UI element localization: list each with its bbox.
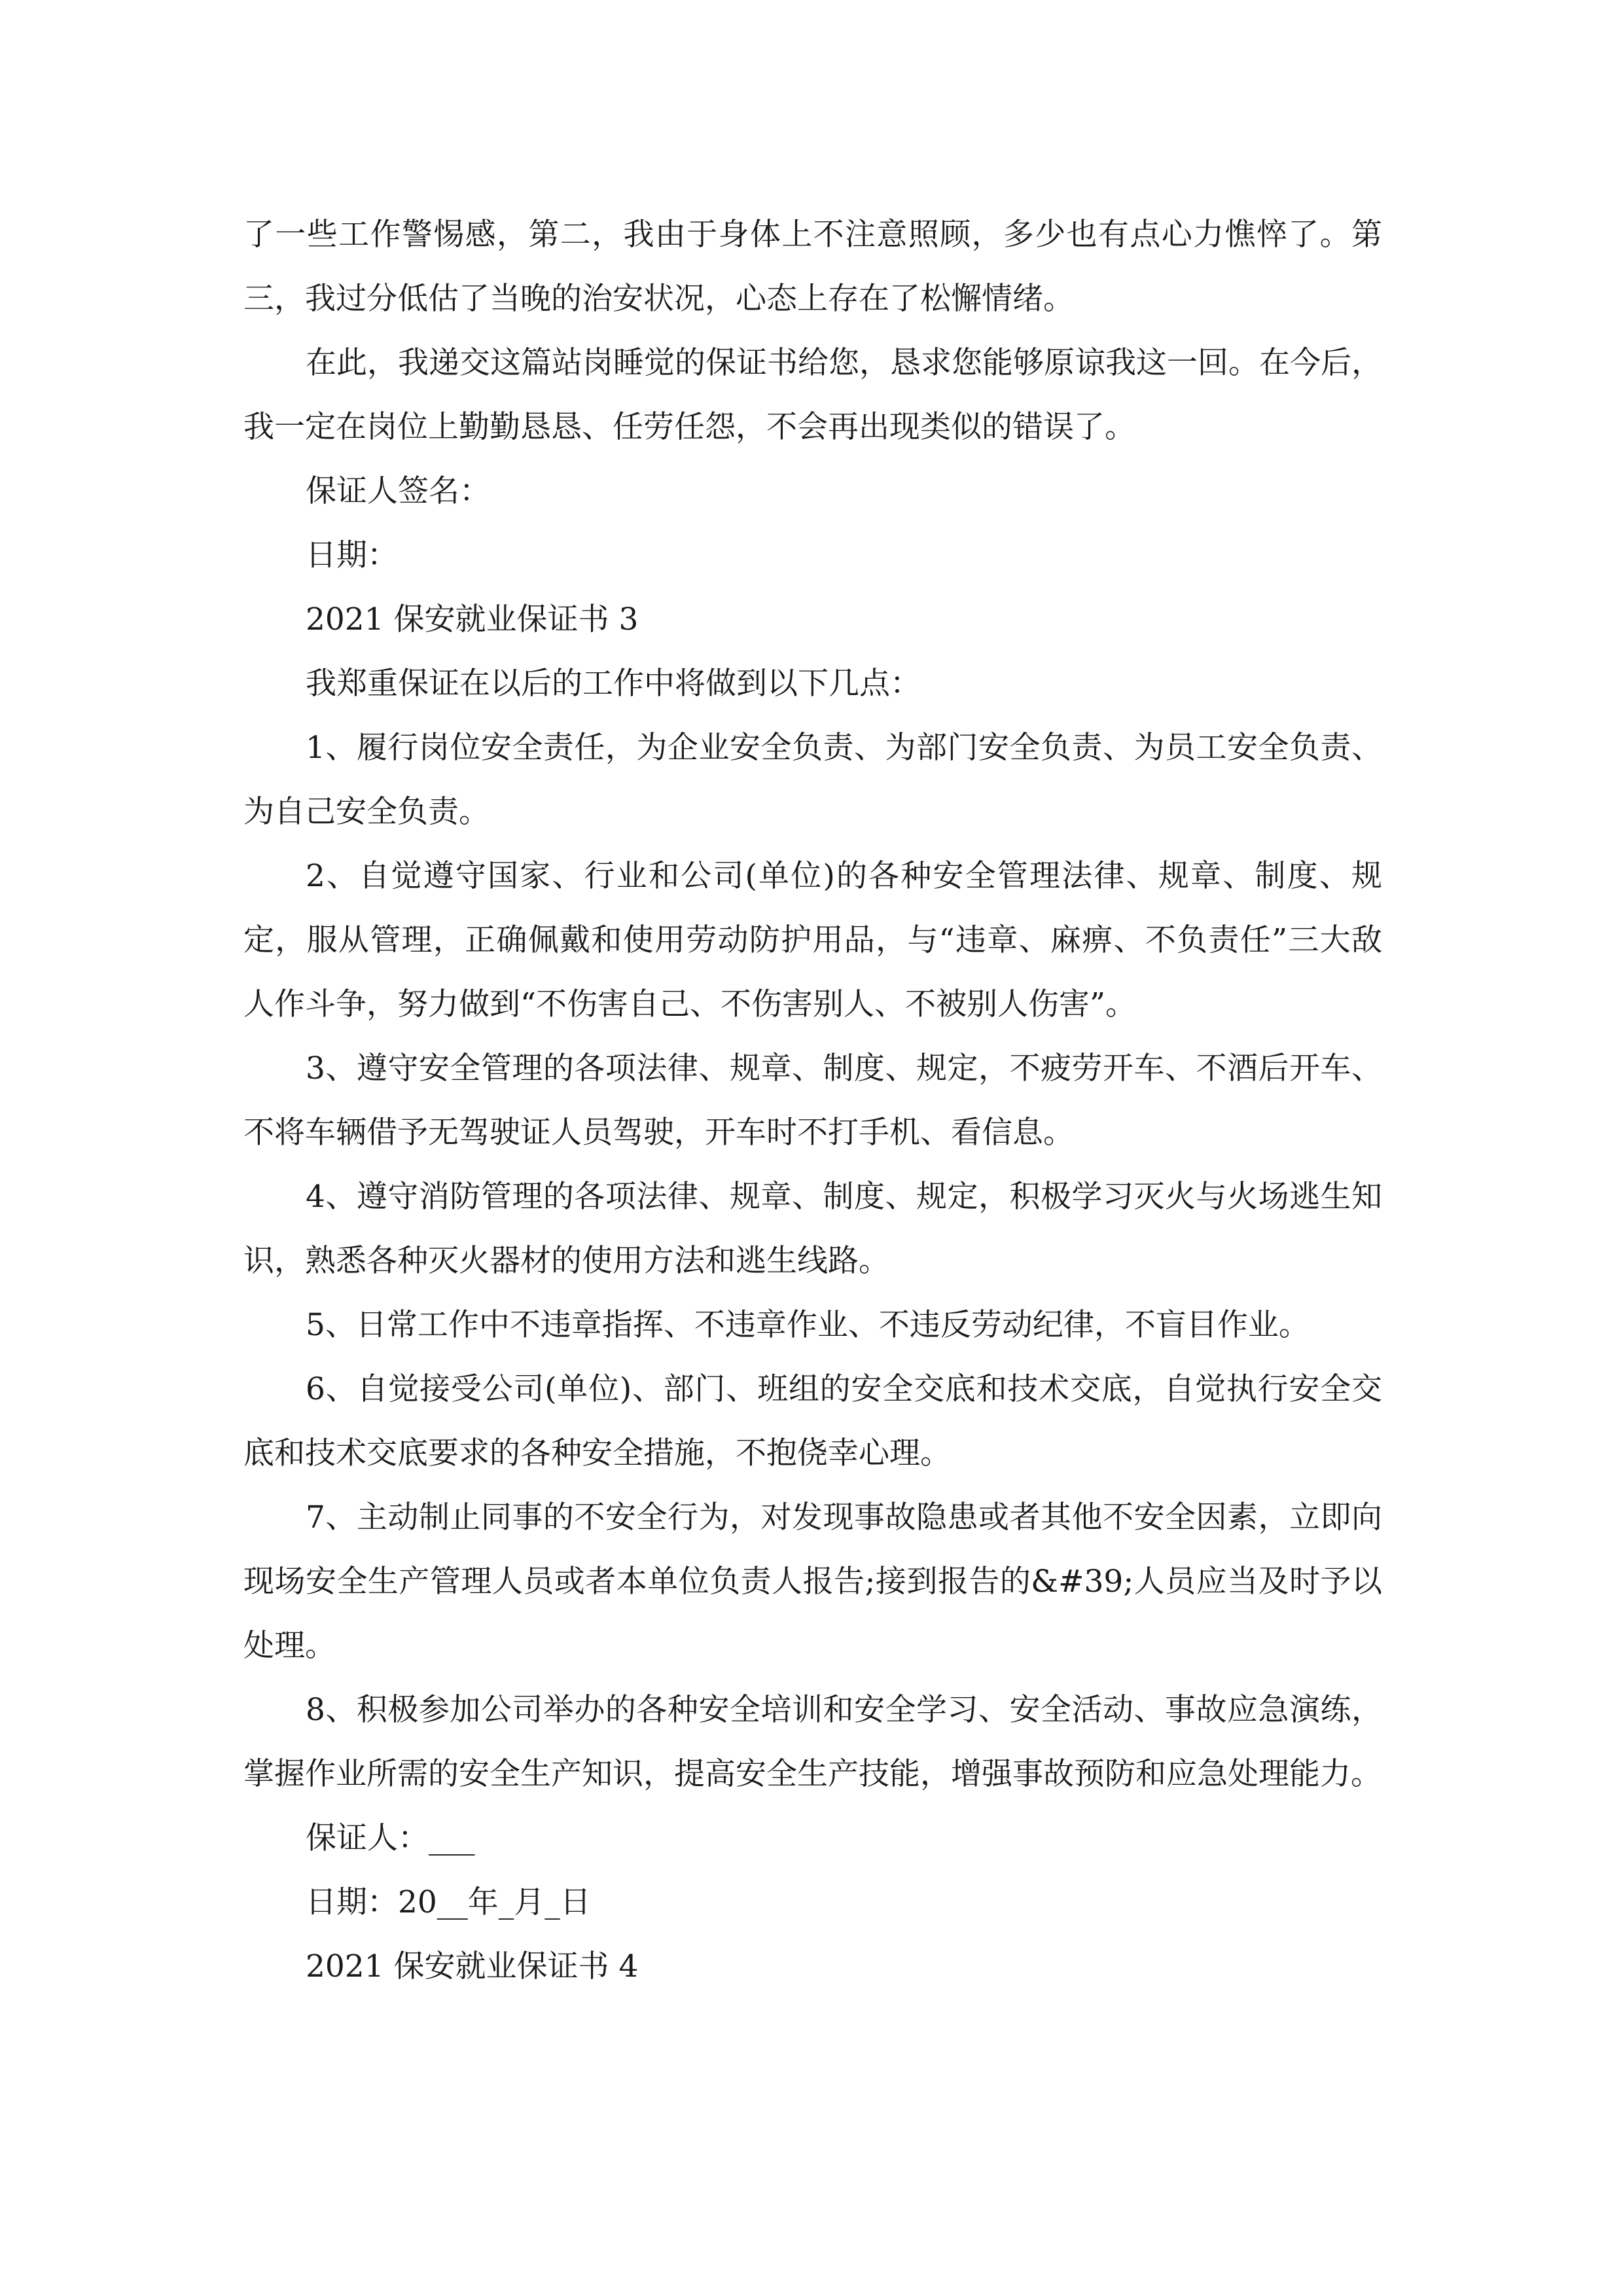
guarantor-line: 保证人：___ <box>306 1820 475 1856</box>
list-item-5: 5、日常工作中不违章指挥、不违章作业、不违反劳动纪律，不盲目作业。 <box>306 1307 1310 1343</box>
paragraph-intro: 我郑重保证在以后的工作中将做到以下几点： <box>306 666 921 702</box>
list-item-3: 3、遵守安全管理的各项法律、规章、制度、规定，不疲劳开车、不酒后开车、不将车辆借予无驾驶证人员驾驶，开车时不打手机、看信息。 <box>243 1050 1382 1151</box>
list-item-2: 2、自觉遵守国家、行业和公司(单位)的各种安全管理法律、规章、制度、规定，服从管理，正确佩戴和使用劳动防护用品，与“违章、麻痹、不负责任”三大敌人作斗争，努力做到“不伤害自己、不伤害别人、不被别人伤害”。 <box>243 858 1382 1022</box>
paragraph-apology: 在此，我递交这篇站岗睡觉的保证书给您，恳求您能够原谅我这一回。在今后，我一定在岗位上勤勤恳恳、任劳任怨，不会再出现类似的错误了。 <box>243 345 1382 445</box>
list-item-8: 8、积极参加公司举办的各种安全培训和安全学习、安全活动、事故应急演练，掌握作业所需的安全生产知识，提高安全生产技能，增强事故预防和应急处理能力。 <box>243 1692 1382 1792</box>
date-line: 日期： <box>306 537 398 573</box>
section-heading-3: 2021 保安就业保证书 3 <box>306 601 639 637</box>
list-item-1: 1、履行岗位安全责任，为企业安全负责、为部门安全负责、为员工安全负责、为自己安全负责。 <box>243 730 1382 830</box>
date-blank-line: 日期：20__年_月_日 <box>306 1884 591 1920</box>
list-item-6: 6、自觉接受公司(单位)、部门、班组的安全交底和技术交底，自觉执行安全交底和技术交底要求的各种安全措施，不抱侥幸心理。 <box>243 1371 1382 1471</box>
document-body <box>243 203 1382 1999</box>
list-item-7: 7、主动制止同事的不安全行为，对发现事故隐患或者其他不安全因素，立即向现场安全生产管理人员或者本单位负责人报告;接到报告的&#39;人员应当及时予以处理。 <box>243 1499 1382 1664</box>
paragraph-continuation: 了一些工作警惕感，第二，我由于身体上不注意照顾，多少也有点心力憔悴了。第三，我过分低估了当晚的治安状况，心态上存在了松懈情绪。 <box>243 217 1382 317</box>
section-heading-4: 2021 保安就业保证书 4 <box>306 1948 639 1984</box>
list-item-4: 4、遵守消防管理的各项法律、规章、制度、规定，积极学习灭火与火场逃生知识，熟悉各种灭火器材的使用方法和逃生线路。 <box>243 1179 1382 1279</box>
signature-line: 保证人签名： <box>306 473 490 509</box>
